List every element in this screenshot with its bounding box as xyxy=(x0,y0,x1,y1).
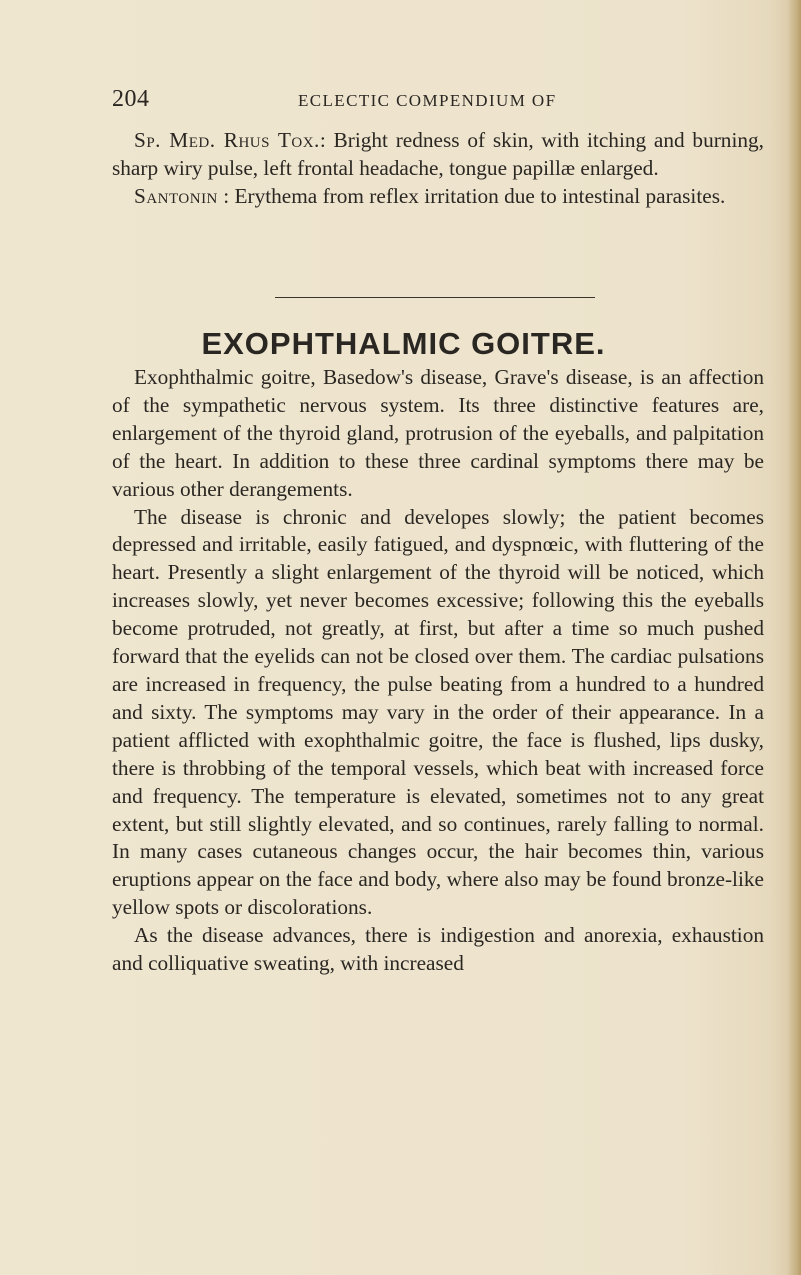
section-divider xyxy=(275,297,595,298)
section-title: EXOPHTHALMIC GOITRE. xyxy=(201,326,606,361)
page-edge xyxy=(787,0,801,1275)
section-body xyxy=(112,364,764,978)
remedy-text: : Erythema from reflex irritation due to intestinal parasites. xyxy=(217,183,726,208)
remedy-text: : Bright redness of skin, with itching and burning, sharp wiry pulse, left frontal headache, tongue papillæ enlarged. xyxy=(112,128,764,180)
remedy-entry xyxy=(112,183,764,211)
remedy-name: Santonin xyxy=(134,183,218,208)
remedy-name: Sp. Med. Rhus Tox. xyxy=(134,128,320,152)
body-paragraph: The disease is chronic and developes slowly; the patient becomes depressed and irritable, easily fatigued, and dyspnœic, with fluttering of the heart. Presently a slight enlargement of the thyroid will be noticed, which increases slowly, yet never becomes excessive; following this the eyeballs become protruded, not greatly, at first, but after a time so much pushed forward that the eyelids can not be closed over them. The cardiac pulsations are increased in frequency, the pulse beating from a hundred to a hundred and sixty. The symptoms may vary in the order of their appearance. In a patient afflicted with exophthalmic goitre, the face is flushed, lips dusky, there is throbbing of the temporal vessels, which beat with increased force and frequency. The temperature is elevated, sometimes not to any great extent, but still slightly elevated, and so continues, rarely falling to normal. In many cases cutaneous changes occur, the hair becomes thin, various eruptions appear on the face and body, where also may be found bronze-like yellow spots or discolorations. xyxy=(112,504,764,920)
page-header xyxy=(112,86,762,116)
remedy-entry xyxy=(112,127,764,183)
running-head: ECLECTIC COMPENDIUM OF xyxy=(298,91,557,110)
body-paragraph: Exophthalmic goitre, Basedow's disease, Grave's disease, is an affection of the sympathetic nervous system. Its three distinctive features are, enlargement of the thyroid gland, protrusion of the eyeballs, and palpitation of the heart. In addition to these three cardinal symptoms there may be various other derangements. xyxy=(112,365,764,501)
remedies-block xyxy=(112,127,764,211)
page-number: 204 xyxy=(112,86,150,112)
body-paragraph: As the disease advances, there is indigestion and anorexia, exhaustion and colliquative sweating, with increased xyxy=(112,923,764,976)
